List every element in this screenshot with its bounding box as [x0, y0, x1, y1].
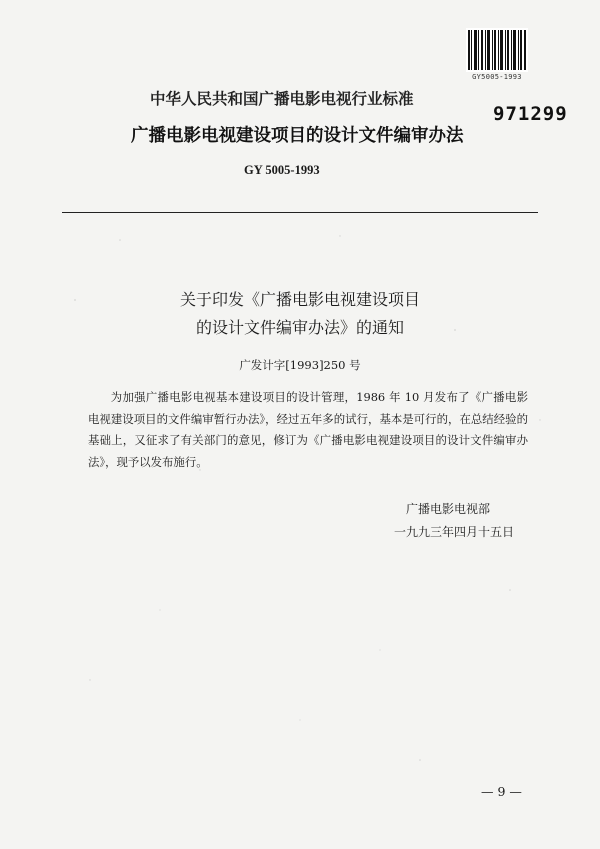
notice-signer: 广播电影电视部	[406, 502, 491, 516]
notice-title-line-2: 的设计文件编审办法》的通知	[195, 318, 404, 337]
notice-reference-number: 广发计字[1993]250 号	[239, 358, 361, 372]
barcode-label: GY5005-1993	[472, 73, 522, 81]
notice-date: 一九九三年四月十五日	[394, 525, 515, 539]
standard-header: 中华人民共和国广播电影电视行业标准	[150, 90, 414, 108]
document-number-stamp: 971299	[493, 103, 568, 125]
header-divider	[62, 212, 538, 213]
standard-code: GY 5005-1993	[244, 163, 320, 177]
notice-body-paragraph: 为加强广播电影电视基本建设项目的设计管理，1986 年 10 月发布了《广播电影电视建设项目的文件编审暂行办法》，经过五年多的试行，基本是可行的，在总结经验的基础上，又征求了有关部门的意见，修订为《广播电影电视建设项目的设计文件编审办法》，现予以发布施行。	[88, 390, 528, 469]
document-title: 广播电影电视建设项目的设计文件编审办法	[131, 126, 464, 146]
notice-body	[88, 387, 528, 473]
barcode-image	[466, 28, 528, 72]
page-number: — 9 —	[481, 784, 522, 799]
notice-title-line-1: 关于印发《广播电影电视建设项目	[179, 290, 420, 309]
